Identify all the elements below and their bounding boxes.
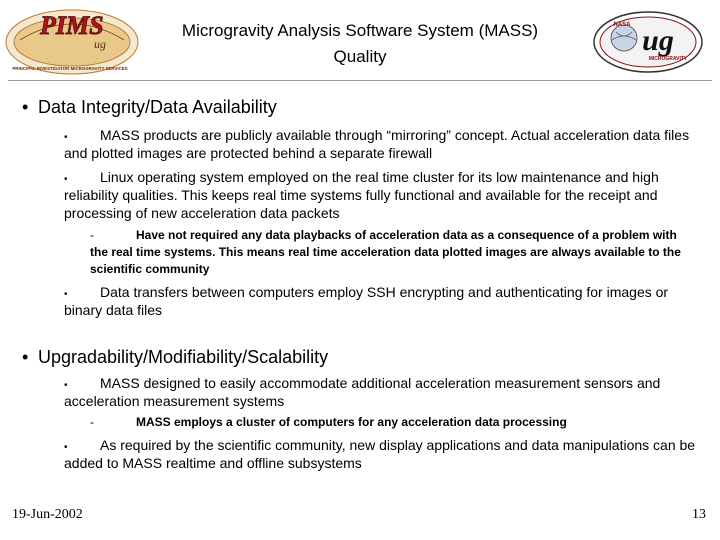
page-number: 13 <box>692 507 706 522</box>
pims-logo-text: PIMS <box>40 11 104 40</box>
section-heading-2: • Upgradability/Modifiability/Scalability <box>22 347 329 367</box>
pims-logo-sub: ug <box>94 37 106 51</box>
title-line-2: Quality <box>333 47 387 66</box>
section-2-bullet-1: • MASS designed to easily accommodate additional acceleration measurement sensors and acceleration measurement systems <box>64 375 661 409</box>
header-divider <box>8 80 712 81</box>
slide-title <box>140 18 580 70</box>
microgravity-text: MICROGRAVITY <box>648 56 688 62</box>
section-2-sub-bullet: - MASS employs a cluster of computers for any acceleration data processing <box>90 415 567 429</box>
section-2-bullet-2: • As required by the scientific community, new display applications and data manipulations can be added to MASS realtime and offline subsystems <box>64 437 696 471</box>
section-1-sub-bullet: - Have not required any data playbacks of acceleration data as a consequence of a problem with the real time systems. This means real time acceleration data plotted images are always available to the scientific community <box>90 228 681 276</box>
section-1-bullet-1: • MASS products are publicly available through “mirroring” concept. Actual acceleration data files and plotted images are protected behind a separate firewall <box>64 127 690 161</box>
microgravity-logo <box>592 10 704 74</box>
section-1-bullet-2: • Linux operating system employed on the real time cluster for its low maintenance and high reliability qualities. This keeps real time systems fully functional and available for the receipt and processing of new acceleration data packets <box>64 169 659 221</box>
dash-icon: - <box>90 415 94 429</box>
ug-logo-mark: ug <box>642 24 674 57</box>
bullet-icon: • <box>64 289 68 300</box>
section-heading-1: • Data Integrity/Data Availability <box>22 97 277 117</box>
bullet-icon: • <box>64 132 68 143</box>
footer-date: 19-Jun-2002 <box>12 507 83 522</box>
bullet-icon: • <box>64 380 68 391</box>
nasa-text: NASA <box>613 22 631 28</box>
bullet-icon: • <box>22 97 29 117</box>
bullet-icon: • <box>64 442 68 453</box>
bullet-icon: • <box>64 174 68 185</box>
pims-logo <box>0 0 142 80</box>
section-1-bullet-3: • Data transfers between computers employ SSH encrypting and authenticating for images or binary data files <box>64 284 669 318</box>
title-line-1: Microgravity Analysis Software System (MASS) <box>181 21 539 40</box>
pims-logo-ring-text: PRINCIPAL INVESTIGATOR MICROGRAVITY SERVICES <box>12 66 128 71</box>
bullet-icon: • <box>22 347 29 367</box>
dash-icon: - <box>90 228 94 242</box>
